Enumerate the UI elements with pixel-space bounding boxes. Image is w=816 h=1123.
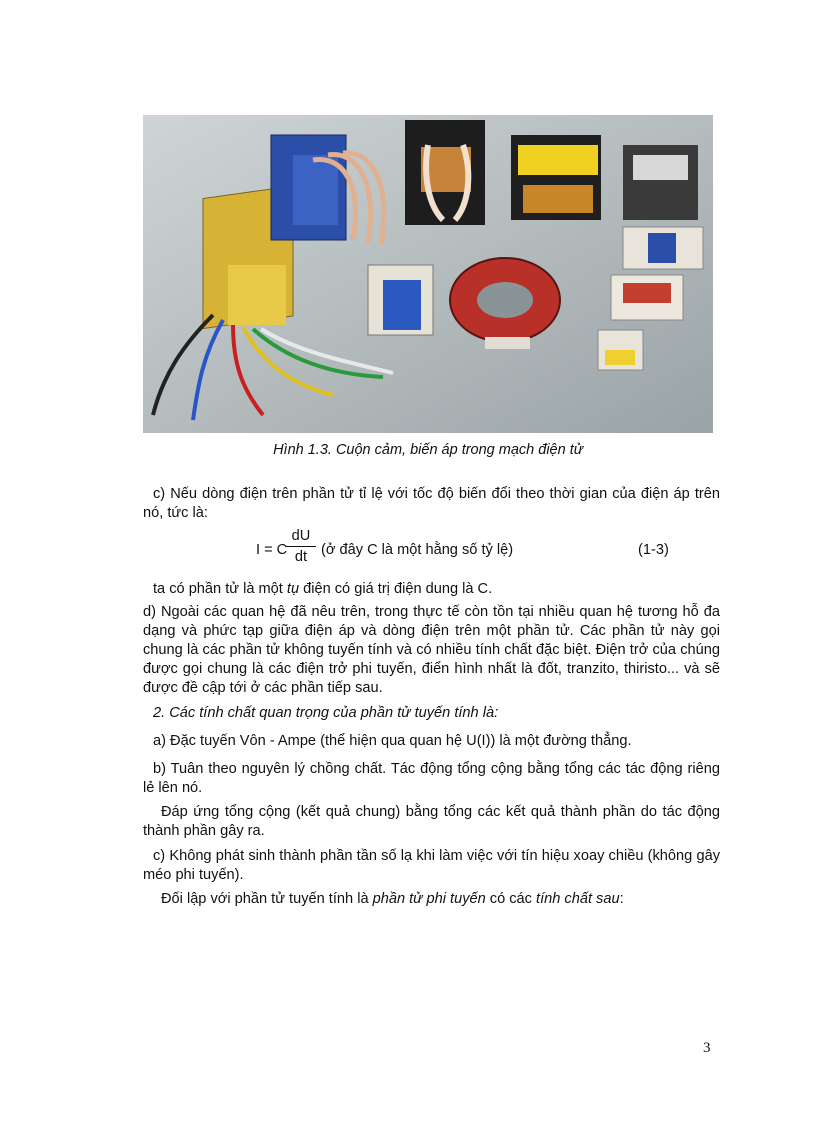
paragraph-c-intro: c) Nếu dòng điện trên phần tử tỉ lệ với tốc độ biến đổi theo thời gian của điện áp trên nó, tức là: <box>143 486 720 521</box>
formula-numerator: dU <box>286 528 316 547</box>
figure-caption: Hình 1.3. Cuộn cảm, biến áp trong mạch điện tử <box>273 442 583 458</box>
last-mid: có các <box>485 891 537 907</box>
photo-illustration <box>143 115 713 433</box>
c-result-post: điện có giá trị điện dung là C. <box>299 581 493 597</box>
paragraph-d: d) Ngoài các quan hệ đã nêu trên, trong thực tế còn tồn tại nhiều quan hệ tương hỗ đa dạng và phức tạp giữa điện áp và dòng điện trên một phần tử. Các phần tử này gọi chung là các phần tử không tuyến tính và có nhiều tính chất đặc biệt. Điện trở của chúng được gọi chung là các điện trở phi tuyến, điển hình nhất là đốt, tranzito, thiristo... và sẽ được đề cập tới ở các phần tiếp sau. <box>143 604 720 696</box>
last-post: : <box>619 891 624 907</box>
c-result-em: tụ <box>286 581 300 597</box>
equation-number: (1-3) <box>638 542 669 558</box>
paragraph-b: b) Tuân theo nguyên lý chồng chất. Tác động tổng cộng bằng tổng các tác động riêng lẻ lên nó. <box>143 761 720 796</box>
paragraph-c-result <box>143 580 720 599</box>
c-result-pre: ta có phần tử là một <box>153 581 287 597</box>
formula-lhs: I = C <box>256 542 288 558</box>
formula-denominator: dt <box>294 549 308 565</box>
formula-note: (ở đây C là một hằng số tỷ lệ) <box>321 542 514 558</box>
section-heading-2: 2. Các tính chất quan trọng của phần tử tuyến tính là: <box>153 705 499 721</box>
paragraph-last <box>143 890 720 909</box>
last-em-nonlinear: phần tử phi tuyến <box>372 891 486 907</box>
inductor-transformer-photo <box>143 115 713 433</box>
page-number: 3 <box>703 1040 711 1056</box>
paragraph-c2: c) Không phát sinh thành phần tần số lạ khi làm việc với tín hiệu xoay chiều (không gây méo phi tuyến). <box>143 848 720 883</box>
black-bobbin <box>405 120 485 225</box>
white-bobbin-right <box>623 227 703 269</box>
paragraph-response: Đáp ứng tổng cộng (kết quả chung) bằng tổng các kết quả thành phần do tác động thành phần gây ra. <box>143 804 720 839</box>
paragraph-a: a) Đặc tuyến Vôn - Ampe (thể hiện qua quan hệ U(I)) là một đường thẳng. <box>153 733 632 749</box>
last-em-properties: tính chất sau <box>536 891 620 907</box>
blue-bobbin-center <box>368 265 433 335</box>
last-pre: Đối lập với phần tử tuyến tính là <box>161 891 373 907</box>
formula-fraction <box>286 528 316 565</box>
formula-1-3 <box>246 528 686 572</box>
dark-transformer-right <box>623 145 698 220</box>
yellow-tape-transformer <box>511 135 601 220</box>
